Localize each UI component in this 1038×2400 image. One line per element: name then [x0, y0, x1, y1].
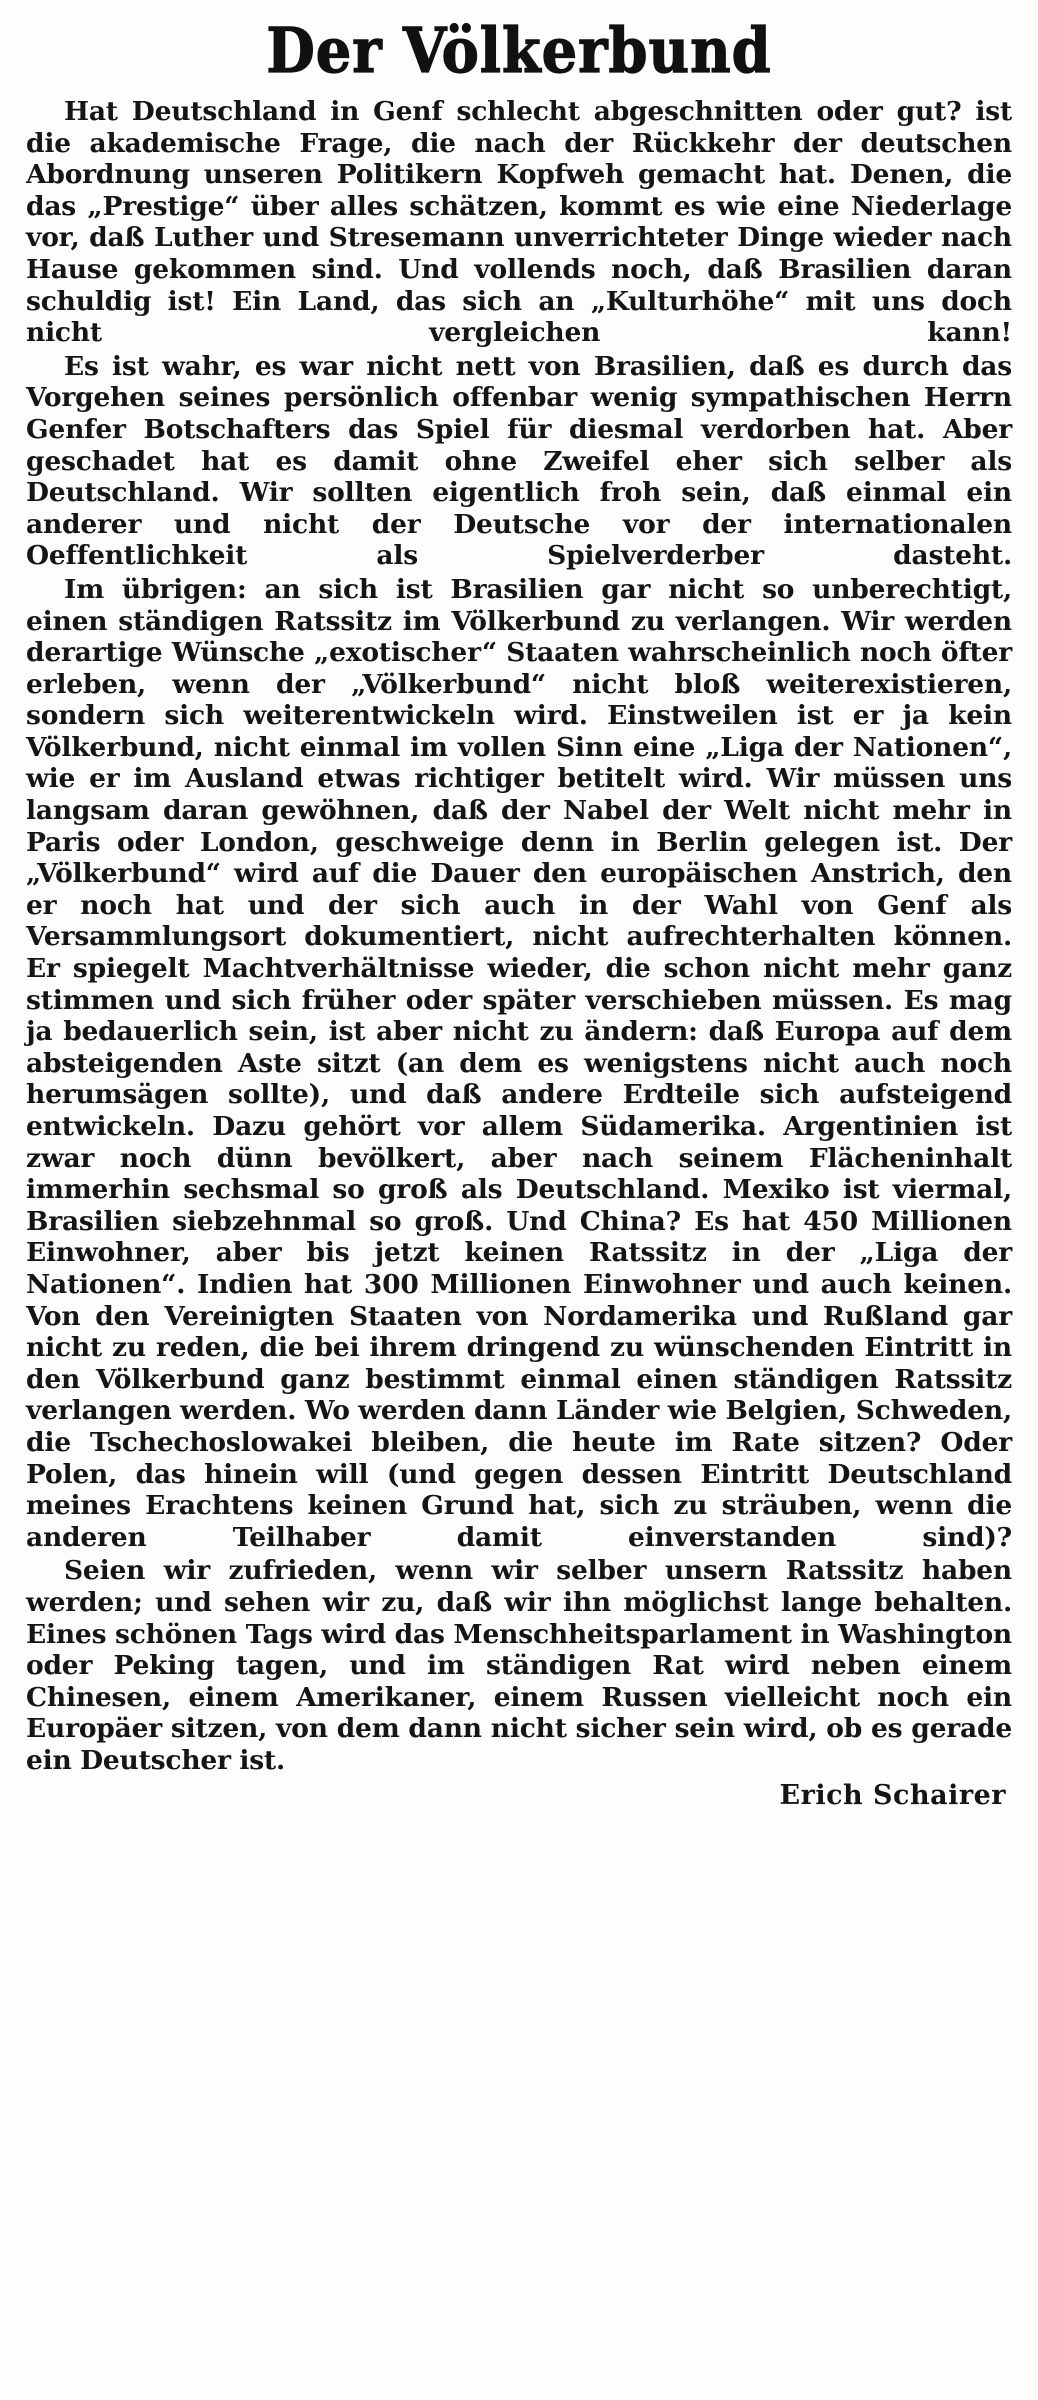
paragraph: Seien wir zufrieden, wenn wir selber unsern Ratssitz haben werden; und sehen wir zu, daß wir ihn möglichst lange behalten. Eines schönen Tags wird das Menschheitsparlament in Washington oder Peking tagen, und im ständigen Rat wird neben einem Chinesen, einem Amerikaner, einem Russen vielleicht noch ein Europäer sitzen, von dem dann nicht sicher sein wird, ob es gerade ein Deutscher ist.: [26, 1555, 1012, 1776]
paragraph: Es ist wahr, es war nicht nett von Brasilien, daß es durch das Vorgehen seines persönlich offenbar wenig sympathischen Herrn Genfer Botschafters das Spiel für diesmal verdorben hat. Aber geschadet hat es damit ohne Zweifel eher sich selber als Deutschland. Wir sollten eigentlich froh sein, daß einmal ein anderer und nicht der Deutsche vor der internationalen Oeffentlichkeit als Spielverderber dasteht.: [26, 350, 1012, 572]
article-body: [26, 96, 1012, 1776]
author-signature: Erich Schairer: [779, 1780, 1006, 1812]
paragraph: Im übrigen: an sich ist Brasilien gar nicht so unberechtigt, einen ständigen Ratssitz im Völkerbund zu verlangen. Wir werden derartige Wünsche „exotischer“ Staaten wahrscheinlich noch öfter erleben, wenn der „Völkerbund“ nicht bloß weiterexistieren, sondern sich weiterentwickeln wird. Einstweilen ist er ja kein Völkerbund, nicht einmal im vollen Sinn eine „Liga der Nationen“, wie er im Ausland etwas richtiger betitelt wird. Wir müssen uns langsam daran gewöhnen, daß der Nabel der Welt nicht mehr in Paris oder London, geschweige denn in Berlin gelegen ist. Der „Völkerbund“ wird auf die Dauer den europäischen Anstrich, den er noch hat und der sich auch in der Wahl von Genf als Versammlungsort dokumentiert, nicht aufrechterhalten können. Er spiegelt Machtverhältnisse wieder, die schon nicht mehr ganz stimmen und sich früher oder später verschieben müssen. Es mag ja bedauerlich sein, ist aber nicht zu ändern: daß Europa auf dem absteigenden Aste sitzt (an dem es wenigstens nicht auch noch herumsägen sollte), und daß andere Erdteile sich aufsteigend entwickeln. Dazu gehört vor allem Südamerika. Argentinien ist zwar noch dünn bevölkert, aber nach seinem Flächeninhalt immerhin sechsmal so groß als Deutschland. Mexiko ist viermal, Brasilien siebzehnmal so groß. Und China? Es hat 450 Millionen Einwohner, aber bis jetzt keinen Ratssitz in der „Liga der Nationen“. Indien hat 300 Millionen Einwohner und auch keinen. Von den Vereinigten Staaten von Nordamerika und Rußland gar nicht zu reden, die bei ihrem dringend zu wünschenden Eintritt in den Völkerbund ganz bestimmt einmal einen ständigen Ratssitz verlangen werden. Wo werden dann Länder wie Belgien, Schweden, die Tschechoslowakei bleiben, die heute im Rate sitzen? Oder Polen, das hinein will (und gegen dessen Eintritt Deutschland meines Erachtens keinen Grund hat, sich zu sträuben, wenn die anderen Teilhaber damit einverstanden sind)?: [26, 573, 1012, 1553]
paragraph: Hat Deutschland in Genf schlecht abgeschnitten oder gut? ist die akademische Frage, die nach der Rückkehr der deutschen Abordnung unseren Politikern Kopfweh gemacht hat. Denen, die das „Prestige“ über alles schätzen, kommt es wie eine Niederlage vor, daß Luther und Stresemann unverrichteter Dinge wieder nach Hause gekommen sind. Und vollends noch, daß Brasilien daran schuldig ist! Ein Land, das sich an „Kulturhöhe“ mit uns doch nicht vergleichen kann!: [26, 96, 1012, 349]
page-title: Der Völkerbund: [266, 14, 772, 87]
